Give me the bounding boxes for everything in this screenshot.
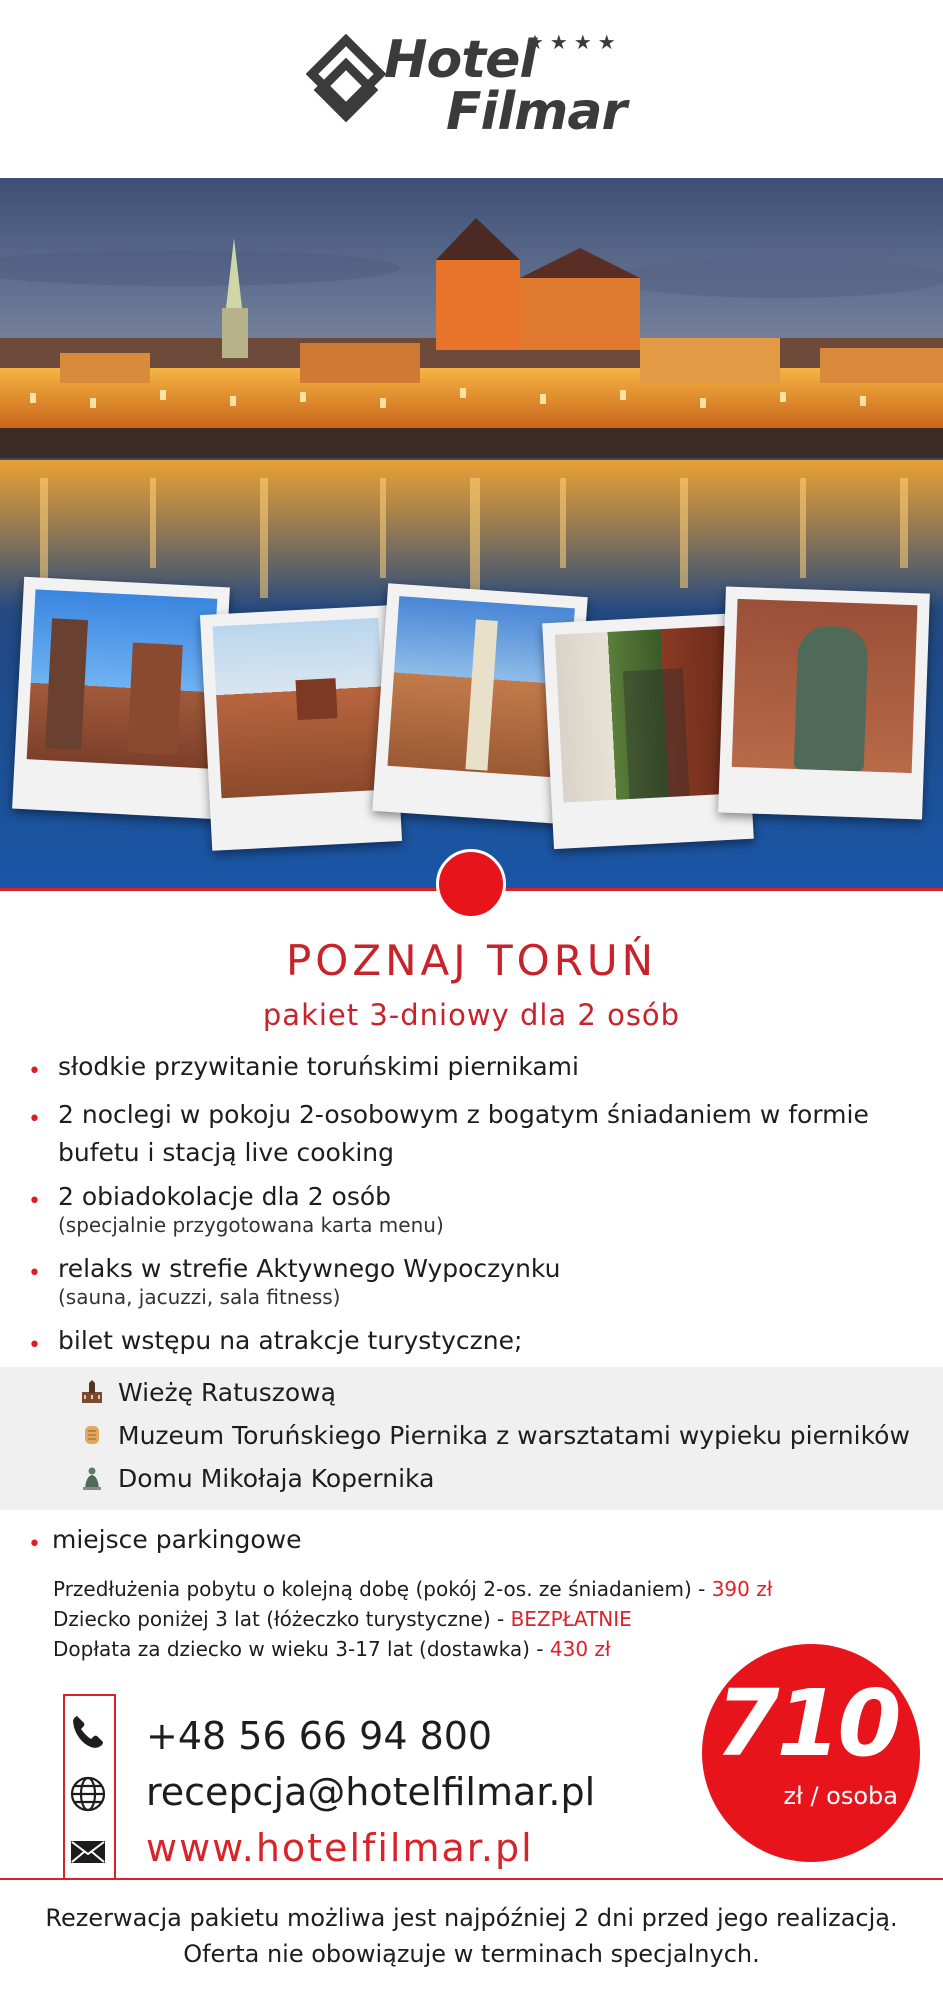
extra-price: 390 zł (711, 1577, 773, 1601)
list-item (24, 1250, 561, 1308)
extra-text: Dopłata za dziecko w wieku 3-17 lat (dostawka) - (53, 1637, 550, 1661)
bullet-dot-icon: • (28, 1107, 41, 1132)
extra-price: BEZPŁATNIE (510, 1607, 632, 1631)
attraction-item (80, 1378, 336, 1407)
town-hall-icon (80, 1380, 104, 1404)
extra-line (53, 1574, 772, 1604)
photo-copernicus-statue (718, 587, 930, 820)
price-badge (702, 1644, 920, 1862)
extra-text: Dziecko poniżej 3 lat (łóżeczko turystyczne) - (53, 1607, 511, 1631)
attractions-panel (0, 1367, 943, 1510)
list-item (24, 1048, 579, 1086)
list-item (24, 1096, 938, 1172)
list-item-note: (sauna, jacuzzi, sala fitness) (58, 1285, 341, 1309)
attraction-text: Muzeum Toruńskiego Piernika z warsztatami wypieku pierników (118, 1421, 910, 1450)
attraction-text: Wieżę Ratuszową (118, 1378, 336, 1407)
logo-text-filmar: Filmar (446, 82, 627, 142)
logo-text-hotel: Hotel (384, 30, 537, 90)
phone-icon (68, 1712, 108, 1752)
photo-old-town-roofs (200, 605, 402, 851)
list-item-text: bilet wstępu na atrakcje turystyczne; (58, 1326, 523, 1355)
extra-line (53, 1634, 772, 1664)
attraction-item (80, 1421, 910, 1450)
extras-info (53, 1574, 772, 1664)
price-amount: 710 (715, 1670, 899, 1777)
extra-price: 430 zł (549, 1637, 611, 1661)
footer-note (0, 1900, 943, 1972)
offer-subtitle: pakiet 3-dniowy dla 2 osób (262, 998, 681, 1032)
contact-frame-divider (114, 1694, 116, 1878)
extra-text: Przedłużenia pobytu o kolejną dobę (pokój 2-os. ze śniadaniem) - (53, 1577, 712, 1601)
list-item (24, 1178, 444, 1236)
gingerbread-icon (80, 1423, 104, 1447)
list-item-text: słodkie przywitanie toruńskimi piernikami (58, 1052, 579, 1081)
bullet-dot-icon: • (28, 1532, 41, 1557)
hero-photo (0, 178, 943, 888)
copernicus-statue-icon (80, 1466, 104, 1490)
offer-title: POZNAJ TORUŃ (285, 936, 658, 985)
bullet-dot-icon: • (28, 1059, 41, 1084)
list-item-text: relaks w strefie Aktywnego Wypoczynku (58, 1254, 561, 1283)
photo-town-hall (12, 577, 230, 819)
red-dot-ornament (436, 849, 506, 919)
contact-frame-top (63, 1694, 116, 1696)
list-item-note: (specjalnie przygotowana karta menu) (58, 1213, 444, 1237)
contact-frame-left (63, 1694, 65, 1878)
contact-phone[interactable]: +48 56 66 94 800 (146, 1714, 493, 1758)
list-item (24, 1521, 301, 1559)
globe-icon (68, 1774, 108, 1814)
list-item (24, 1322, 522, 1360)
price-unit: zł / osoba (783, 1782, 898, 1810)
list-item-text: 2 noclegi w pokoju 2-osobowym z bogatym śniadaniem w formie bufetu i stacją live cooking (58, 1100, 869, 1167)
attraction-text: Domu Mikołaja Kopernika (118, 1464, 435, 1493)
list-item-text: 2 obiadokolacje dla 2 osób (58, 1182, 392, 1211)
list-item-text: miejsce parkingowe (52, 1525, 302, 1554)
contact-website-link[interactable]: www.hotelfilmar.pl (146, 1826, 534, 1870)
hotel-stars: ★★★★ (526, 30, 622, 54)
header (0, 0, 943, 178)
envelope-icon (68, 1832, 108, 1872)
attraction-item (80, 1464, 434, 1493)
contact-frame-bottom (0, 1878, 943, 1880)
bullet-dot-icon: • (28, 1261, 41, 1286)
bullet-dot-icon: • (28, 1333, 41, 1358)
footer-line-1: Rezerwacja pakietu możliwa jest najpóźniej 2 dni przed jego realizacją. (45, 1904, 898, 1932)
footer-line-2: Oferta nie obowiązuje w terminach specjalnych. (183, 1940, 760, 1968)
bullet-dot-icon: • (28, 1189, 41, 1214)
extra-line (53, 1604, 772, 1634)
contact-email[interactable]: recepcja@hotelfilmar.pl (146, 1770, 596, 1814)
